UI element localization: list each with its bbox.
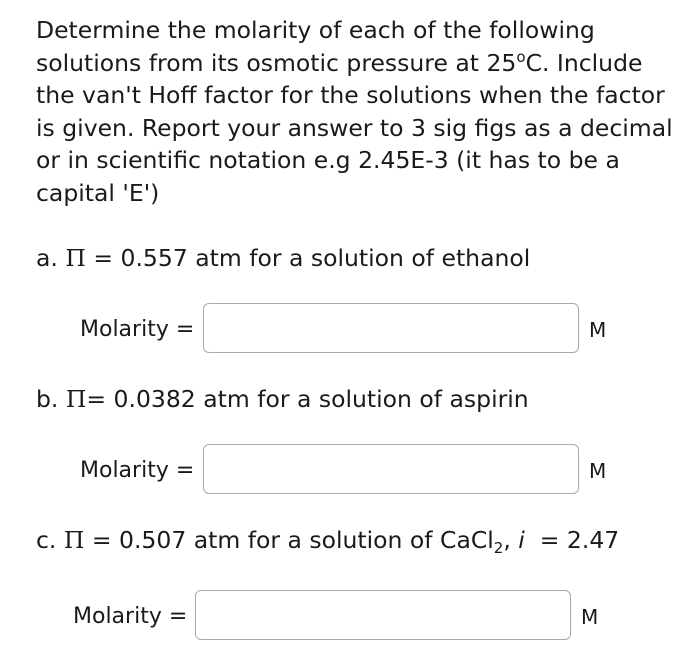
vant-hoff-symbol: i <box>518 526 525 554</box>
vant-hoff-value: = 2.47 <box>524 526 620 554</box>
molarity-label-a: Molarity = <box>80 317 195 342</box>
osmotic-pressure-symbol: Π <box>65 385 87 413</box>
unit-label-b: M <box>589 459 607 483</box>
unit-label-a: M <box>589 318 607 342</box>
degree-sign: o <box>516 47 526 66</box>
instructions-text-1: Determine the molarity of each of the following solutions from its osmotic pressure at 25 <box>36 16 595 77</box>
answer-row-a <box>80 315 194 345</box>
question-c-letter: c. <box>36 526 57 554</box>
unit-label-c: M <box>581 605 599 629</box>
formula-subscript: 2 <box>493 539 504 557</box>
question-b-text: = 0.0382 atm for a solution of aspirin <box>86 385 529 413</box>
problem-instructions <box>36 14 676 209</box>
question-a-letter: a. <box>36 244 58 272</box>
molarity-label-c: Molarity = <box>73 604 188 629</box>
question-b <box>36 384 529 414</box>
question-a <box>36 243 530 273</box>
question-b-letter: b. <box>36 385 59 413</box>
molarity-label-b: Molarity = <box>80 458 195 483</box>
question-c-text: = 0.507 atm for a solution of CaCl <box>84 526 494 554</box>
molarity-input-c[interactable] <box>195 590 571 640</box>
osmotic-pressure-symbol: Π <box>63 526 85 554</box>
osmotic-pressure-symbol: Π <box>65 244 86 272</box>
molarity-input-b[interactable] <box>203 444 579 494</box>
question-a-text: = 0.557 atm for a solution of ethanol <box>85 244 531 272</box>
question-c <box>36 525 619 555</box>
instructions-text-2: C. Include the van't Hoff factor for the solutions when the factor is given. Report your answer to 3 sig figs as a decimal or in scientific notation e.g 2.45E-3 (it has to be a capital 'E') <box>36 48 673 207</box>
answer-row-c <box>73 602 187 632</box>
molarity-input-a[interactable] <box>203 303 579 353</box>
question-c-comma: , <box>503 526 519 554</box>
answer-row-b <box>80 456 194 486</box>
